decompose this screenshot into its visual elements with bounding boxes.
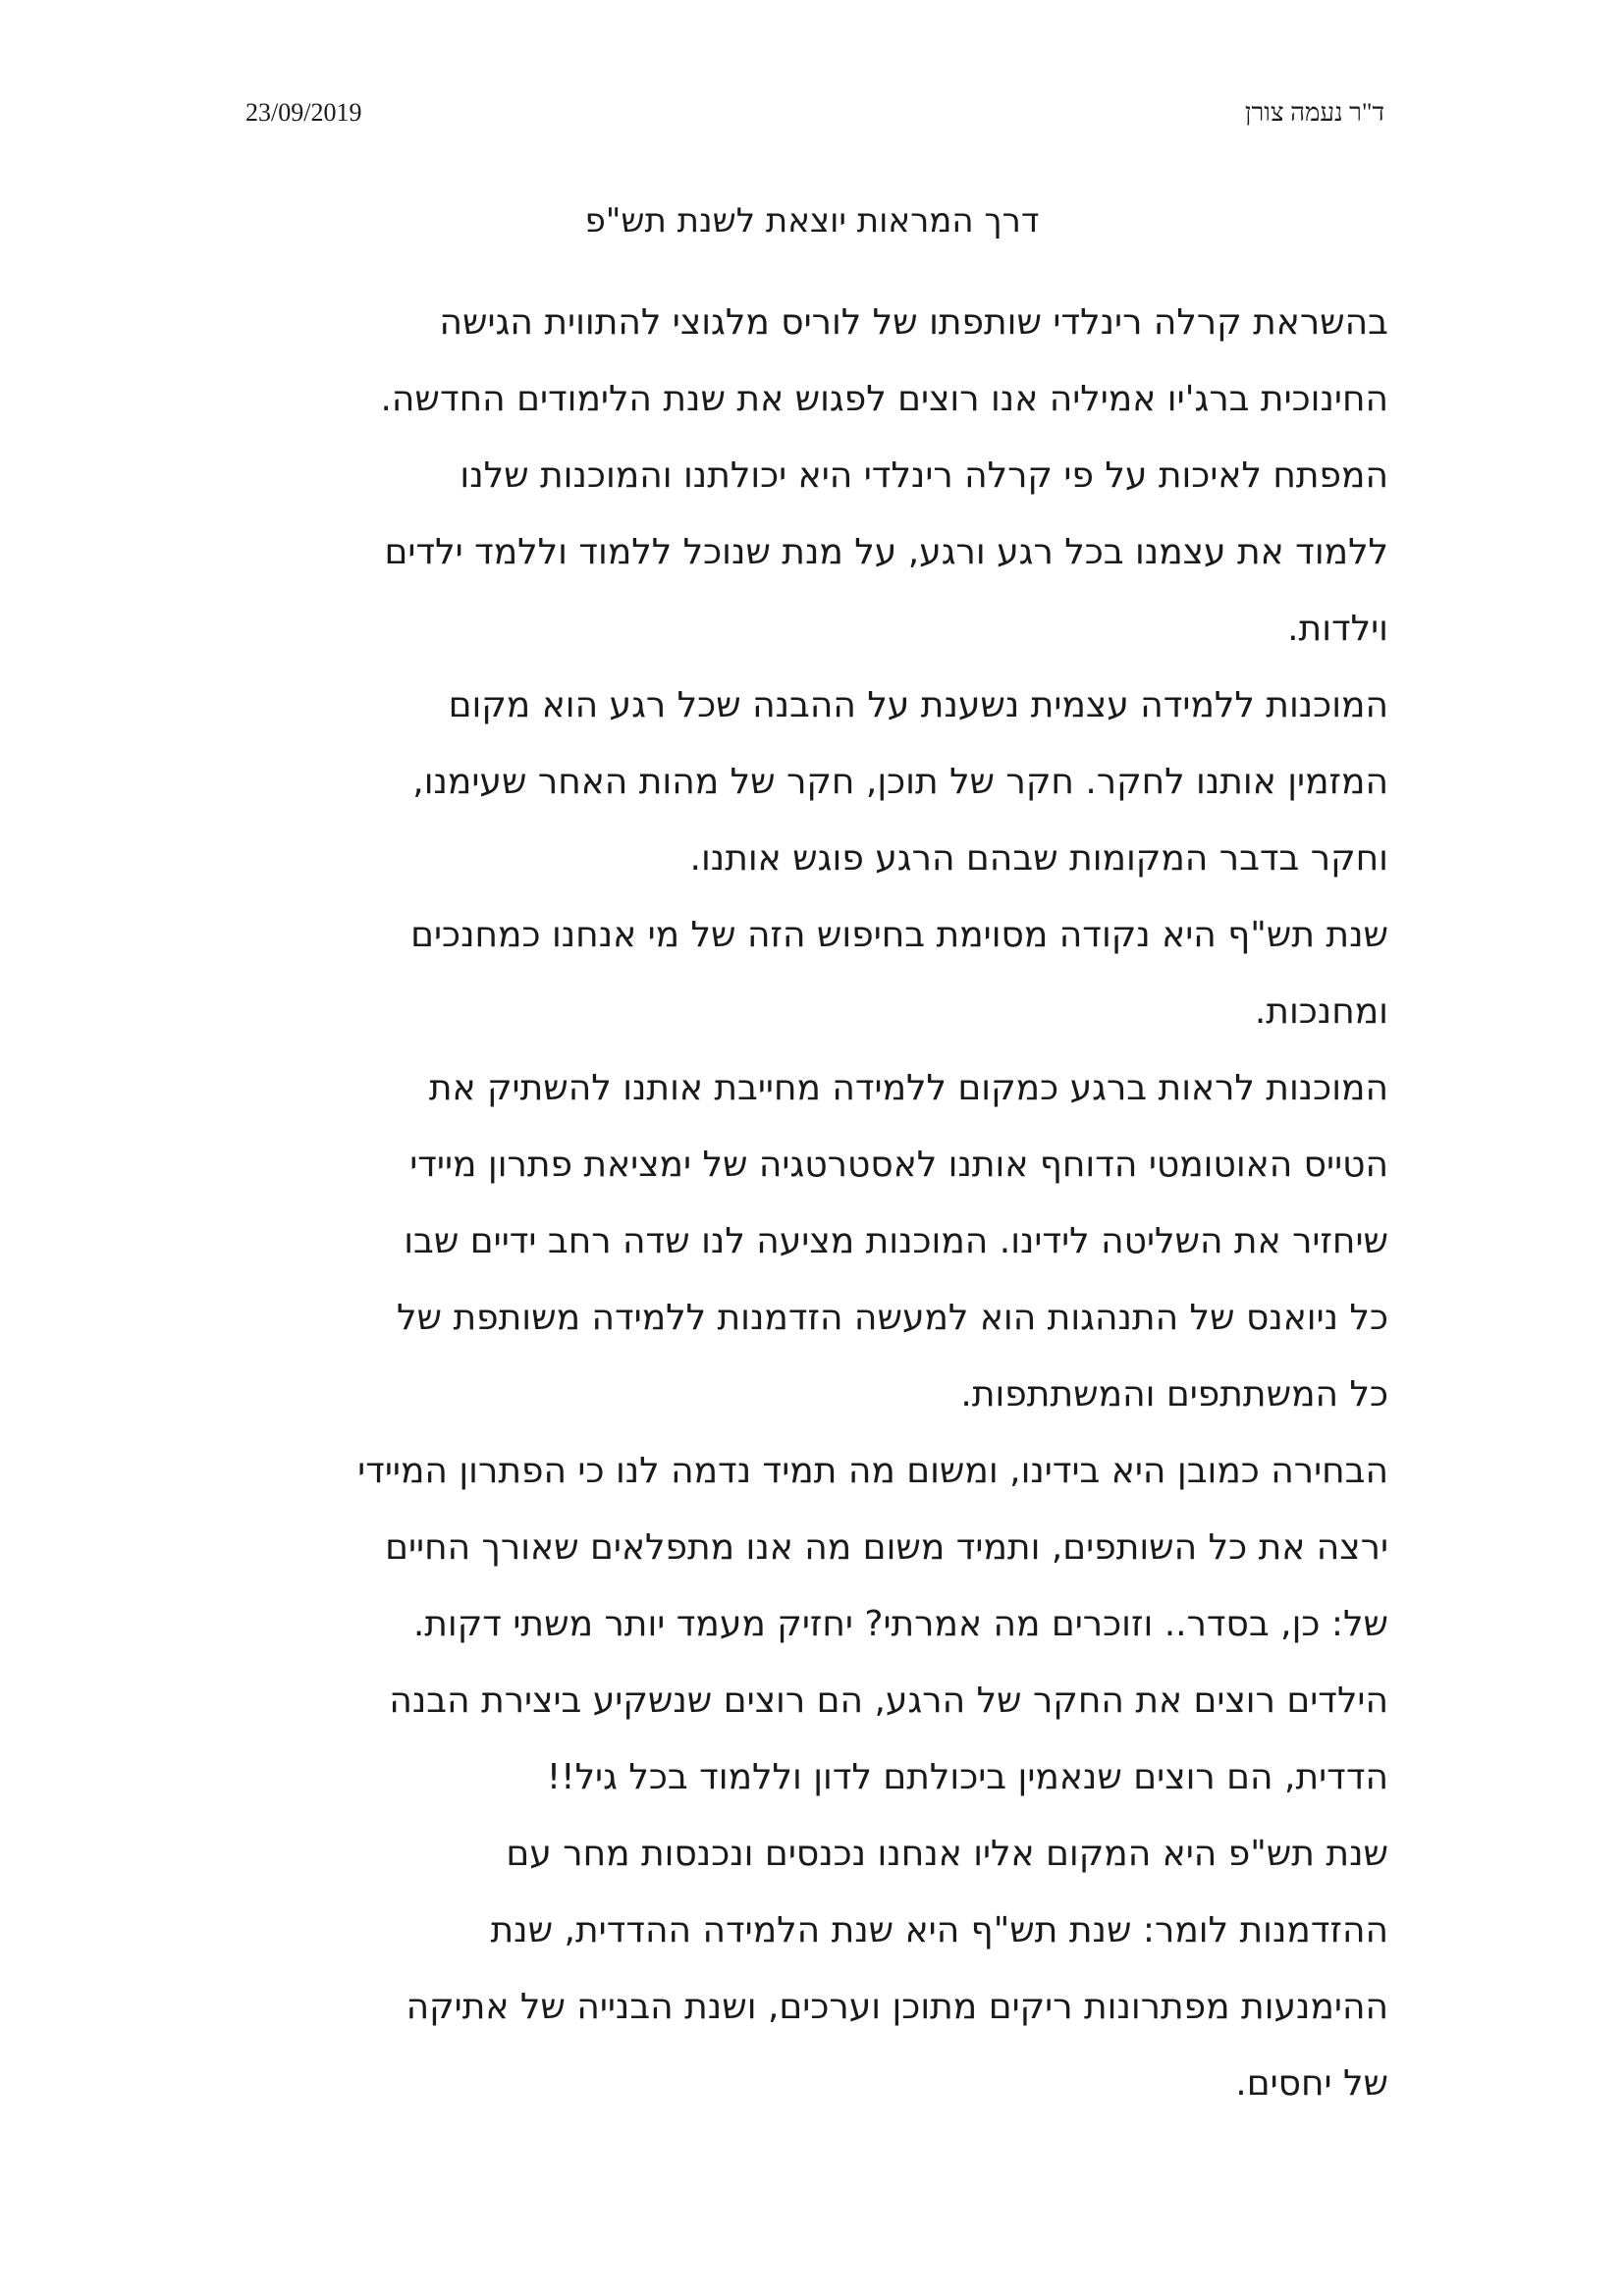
text-line: המפתח לאיכות על פי קרלה רינלדי היא יכולתנו והמוכנות שלנו bbox=[460, 455, 1388, 496]
text-line: הדדית, הם רוצים שנאמין ביכולתם לדון וללמוד בכל גיל!! bbox=[546, 1757, 1388, 1797]
document-date: 23/09/2019 bbox=[245, 98, 362, 127]
text-line: הילדים רוצים את החקר של הרגע, הם רוצים שנשקיע ביצירת הבנה bbox=[389, 1681, 1388, 1721]
text-line: המוכנות ללמידה עצמית נשענת על ההבנה שכל רגע הוא מקום bbox=[448, 685, 1388, 725]
body-text bbox=[357, 285, 1388, 2122]
text-line: כל המשתתפים והמשתתפות. bbox=[960, 1374, 1388, 1415]
text-line: הטייס האוטומטי הדוחף אותנו לאסטרטגיה של ימציאת פתרון מיידי bbox=[409, 1145, 1388, 1185]
text-line: וחקר בדבר המקומות שבהם הרגע פוגש אותנו. bbox=[689, 838, 1388, 879]
text-line: שיחזיר את השליטה לידינו. המוכנות מציעה לנו שדה רחב ידיים שבו bbox=[404, 1221, 1388, 1261]
text-line: המזמין אותנו לחקר. חקר של תוכן, חקר של מהות האחר שעימנו, bbox=[412, 762, 1388, 802]
author-name: ד"ר נעמה צורן bbox=[1244, 98, 1384, 127]
text-line: של יחסים. bbox=[1235, 2063, 1388, 2104]
text-line: ללמוד את עצמנו בכל רגע ורגע, על מנת שנוכל ללמוד וללמד ילדים bbox=[384, 532, 1388, 572]
text-line: ירצה את כל השותפים, ותמיד משום מה אנו מתפלאים שאורך החיים bbox=[385, 1527, 1388, 1568]
text-line: של: כן, בסדר.. וזוכרים מה אמרתי? יחזיק מעמד יותר משתי דקות. bbox=[412, 1604, 1388, 1644]
text-line: בהשראת קרלה רינלדי שותפתו של לוריס מלגוצי להתווית הגישה bbox=[439, 302, 1388, 343]
text-line: החינוכית ברג'יו אמיליה אנו רוצים לפגוש את שנת הלימודים החדשה. bbox=[380, 379, 1388, 419]
text-line: ההזדמנות לומר: שנת תש"ף היא שנת הלמידה ההדדית, שנת bbox=[490, 1910, 1388, 1950]
text-line: הבחירה כמובן היא בידינו, ומשום מה תמיד נדמה לנו כי הפתרון המיידי bbox=[357, 1451, 1388, 1491]
page-title: דרך המראות יוצאת לשנת תש"פ bbox=[584, 201, 1040, 240]
text-line: שנת תש"ף היא נקודה מסוימת בחיפוש הזה של מי אנחנו כמחנכים bbox=[410, 915, 1388, 955]
text-line: ומחנכות. bbox=[1254, 991, 1388, 1032]
text-line: כל ניואנס של התנהגות הוא למעשה הזדמנות ללמידה משותפת של bbox=[397, 1298, 1388, 1338]
text-line: המוכנות לראות ברגע כמקום ללמידה מחייבת אותנו להשתיק את bbox=[428, 1068, 1388, 1108]
text-line: שנת תש"פ היא המקום אליו אנחנו נכנסים ונכנסות מחר עם bbox=[506, 1834, 1388, 1874]
text-line: ההימנעות מפתרונות ריקים מתוכן וערכים, ושנת הבנייה של אתיקה bbox=[406, 1987, 1388, 2027]
text-line: וילדות. bbox=[1287, 609, 1388, 649]
